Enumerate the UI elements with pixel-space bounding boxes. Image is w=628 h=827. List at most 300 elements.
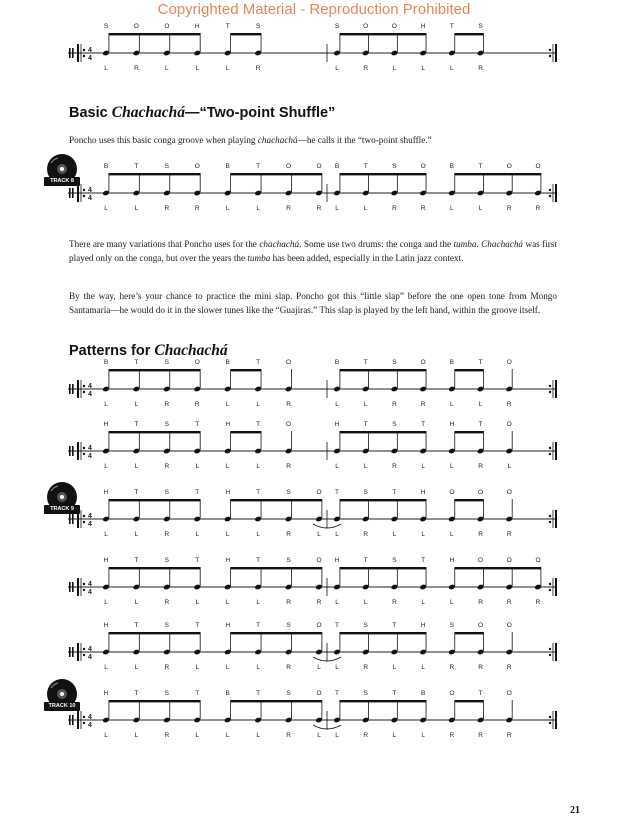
- time-signature-top: 4: [88, 513, 92, 520]
- stroke-label: S: [334, 23, 340, 30]
- beam: [369, 499, 398, 501]
- stroke-label: T: [134, 359, 139, 366]
- stroke-label: T: [335, 622, 339, 629]
- hand-label: L: [256, 732, 260, 739]
- hand-label: L: [421, 599, 425, 606]
- hand-label: L: [225, 205, 230, 212]
- hand-label: R: [286, 401, 291, 408]
- stroke-label: S: [363, 622, 368, 629]
- repeat-dot: [83, 447, 85, 449]
- stroke-label: S: [103, 23, 109, 30]
- hand-label: R: [164, 599, 170, 606]
- percussion-clef: [69, 384, 71, 394]
- beam: [455, 33, 484, 35]
- hand-label: R: [164, 531, 170, 538]
- hand-label: R: [286, 732, 291, 739]
- stroke-label: T: [134, 690, 139, 697]
- hand-label: L: [421, 463, 425, 470]
- percussion-clef: [72, 647, 74, 657]
- beam: [109, 431, 139, 433]
- time-signature-bottom: 4: [88, 521, 92, 528]
- beam: [397, 369, 426, 371]
- hand-label: L: [195, 65, 200, 72]
- beam: [397, 499, 426, 501]
- stroke-label: O: [506, 421, 512, 428]
- percussion-clef: [72, 446, 74, 456]
- hand-label: R: [478, 732, 483, 739]
- beam: [291, 632, 321, 634]
- stroke-label: O: [506, 163, 512, 170]
- time-signature-bottom: 4: [88, 654, 92, 661]
- stroke-label: O: [316, 557, 322, 564]
- repeat-dot: [549, 49, 551, 51]
- beam: [455, 499, 484, 501]
- hand-label: R: [286, 599, 291, 606]
- stroke-label: H: [334, 557, 340, 564]
- beam: [139, 173, 169, 175]
- hand-label: L: [134, 599, 139, 606]
- hand-label: L: [421, 531, 425, 538]
- hand-label: R: [478, 531, 483, 538]
- stroke-label: O: [535, 557, 541, 564]
- hand-label: L: [165, 65, 169, 72]
- hand-label: R: [363, 531, 369, 538]
- section-title-basic-chachacha: Basic Chachachá—“Two-point Shuffle”: [69, 104, 336, 121]
- beam: [369, 567, 398, 569]
- variations-paragraph: [69, 237, 557, 265]
- hand-label: R: [363, 65, 369, 72]
- hand-label: R: [194, 401, 200, 408]
- beam: [483, 173, 512, 175]
- hand-label: L: [450, 463, 454, 470]
- hand-label: L: [256, 205, 260, 212]
- beam: [455, 567, 484, 569]
- hand-label: L: [195, 664, 200, 671]
- hand-label: R: [164, 732, 170, 739]
- end-repeat-bar: [555, 711, 557, 729]
- hand-label: R: [506, 664, 512, 671]
- hand-label: L: [335, 463, 339, 470]
- end-repeat-bar: [555, 184, 557, 202]
- stroke-label: O: [449, 690, 455, 697]
- stroke-label: O: [316, 163, 322, 170]
- text-run: tumba: [247, 253, 271, 263]
- hand-label: R: [392, 401, 397, 408]
- copyright-watermark: Copyrighted Material - Reproduction Prohibited: [157, 1, 471, 18]
- hand-label: L: [392, 732, 397, 739]
- stroke-label: H: [103, 489, 109, 496]
- stroke-label: O: [194, 359, 200, 366]
- beam: [397, 173, 426, 175]
- stroke-label: H: [449, 421, 455, 428]
- hand-label: L: [225, 664, 230, 671]
- stroke-label: T: [256, 359, 261, 366]
- cd-track-8-label: TRACK 8: [50, 178, 74, 184]
- start-repeat-bar: [77, 44, 79, 62]
- stroke-label: H: [225, 557, 231, 564]
- beam: [109, 700, 139, 702]
- stroke-label: T: [134, 622, 139, 629]
- hand-label: L: [317, 664, 321, 671]
- stroke-label: H: [103, 622, 109, 629]
- repeat-dot: [549, 195, 551, 197]
- stroke-label: T: [195, 489, 200, 496]
- hand-label: R: [286, 664, 291, 671]
- percussion-clef: [69, 647, 71, 657]
- hand-label: R: [478, 463, 483, 470]
- stroke-label: T: [478, 163, 483, 170]
- text-run: . Some use two drums: the conga and the: [299, 239, 454, 249]
- stroke-label: S: [164, 489, 170, 496]
- stroke-label: H: [420, 23, 426, 30]
- hand-label: L: [134, 463, 139, 470]
- repeat-dot: [83, 189, 85, 191]
- beam: [291, 499, 321, 501]
- cd-track-8-icon: [42, 152, 82, 197]
- repeat-dot: [83, 515, 85, 517]
- stroke-label: B: [449, 163, 455, 170]
- beam: [231, 369, 261, 371]
- beam: [109, 173, 139, 175]
- beam: [340, 499, 369, 501]
- repeat-dot: [549, 447, 551, 449]
- hand-label: L: [363, 463, 368, 470]
- stroke-label: S: [449, 622, 455, 629]
- section-title-patterns: Patterns for Chachachá: [69, 342, 228, 359]
- beam: [231, 632, 261, 634]
- beam: [483, 567, 512, 569]
- hand-label: R: [449, 732, 455, 739]
- hand-label: R: [363, 664, 369, 671]
- hand-label: L: [104, 732, 108, 739]
- text-run: chachachá: [259, 239, 300, 249]
- hand-label: L: [134, 732, 139, 739]
- stroke-label: T: [134, 489, 139, 496]
- beam: [291, 173, 321, 175]
- stroke-label: T: [195, 421, 200, 428]
- stroke-label: S: [392, 557, 397, 564]
- hand-label: L: [104, 664, 108, 671]
- hand-label: L: [450, 531, 454, 538]
- beam: [231, 33, 261, 35]
- stroke-label: H: [225, 622, 231, 629]
- beam: [455, 369, 484, 371]
- stroke-label: T: [363, 359, 368, 366]
- beam: [261, 567, 291, 569]
- stroke-label: O: [316, 690, 322, 697]
- hand-label: R: [164, 401, 170, 408]
- beam: [231, 567, 261, 569]
- text-run: By the way, here’s your chance to practice the mini slap. Poncho got this “little slap” before the one open tone from Mongo Santamaria—he would do it in the slower tunes like the “Guajiras.” This slap is played by the left hand, within the groove itself.: [69, 291, 557, 315]
- hand-label: R: [449, 664, 455, 671]
- hand-label: L: [256, 401, 260, 408]
- hand-label: L: [225, 65, 230, 72]
- stroke-label: S: [255, 23, 261, 30]
- stroke-label: H: [225, 421, 231, 428]
- text-run: —he calls it the “two-point shuffle.”: [297, 135, 432, 145]
- hand-label: L: [335, 65, 339, 72]
- stroke-label: T: [478, 359, 483, 366]
- stroke-label: T: [392, 690, 397, 697]
- stroke-label: O: [316, 489, 322, 496]
- repeat-dot: [83, 722, 85, 724]
- repeat-dot: [549, 453, 551, 455]
- stroke-label: S: [392, 163, 397, 170]
- repeat-dot: [549, 391, 551, 393]
- beam: [261, 700, 291, 702]
- stroke-label: O: [363, 23, 369, 30]
- stroke-label: T: [421, 557, 426, 564]
- beam: [369, 632, 398, 634]
- stroke-label: T: [256, 489, 261, 496]
- hand-label: R: [478, 664, 483, 671]
- text-run: There are many variations that Poncho uses for the: [69, 239, 260, 249]
- time-signature-bottom: 4: [88, 391, 92, 398]
- beam: [397, 632, 426, 634]
- percussion-clef: [72, 48, 74, 58]
- beam: [397, 33, 426, 35]
- beam: [170, 173, 200, 175]
- hand-label: L: [104, 463, 108, 470]
- hand-label: L: [104, 205, 108, 212]
- hand-label: R: [535, 205, 541, 212]
- hand-label: R: [392, 599, 397, 606]
- hand-label: L: [335, 664, 339, 671]
- beam: [455, 431, 484, 433]
- hand-label: L: [392, 65, 397, 72]
- cd-track-10-icon: [42, 677, 82, 722]
- stroke-label: S: [164, 421, 170, 428]
- time-signature-top: 4: [88, 187, 92, 194]
- stroke-label: O: [391, 23, 397, 30]
- stroke-label: T: [478, 421, 483, 428]
- hand-label: L: [225, 463, 230, 470]
- stroke-label: B: [334, 163, 340, 170]
- stroke-label: B: [103, 163, 109, 170]
- stroke-label: T: [335, 690, 339, 697]
- hand-label: L: [335, 732, 339, 739]
- stroke-label: O: [478, 622, 484, 629]
- stroke-label: T: [256, 421, 261, 428]
- text-run: chachachá: [257, 135, 298, 145]
- end-repeat-bar: [555, 44, 557, 62]
- stroke-label: O: [420, 359, 426, 366]
- repeat-dot: [549, 583, 551, 585]
- stroke-label: T: [225, 23, 230, 30]
- hand-label: L: [195, 732, 200, 739]
- hand-label: L: [317, 732, 321, 739]
- text-run: was first played only on the conga, but over the years the: [69, 239, 557, 263]
- start-repeat-bar: [77, 578, 79, 596]
- beam: [109, 567, 139, 569]
- hand-label: L: [335, 599, 339, 606]
- stroke-label: O: [194, 163, 200, 170]
- stroke-label: H: [449, 557, 455, 564]
- stroke-label: O: [506, 622, 512, 629]
- hand-label: R: [134, 65, 139, 72]
- hand-label: L: [335, 205, 339, 212]
- beam: [369, 33, 398, 35]
- hand-label: L: [195, 531, 200, 538]
- hand-label: L: [104, 599, 108, 606]
- stroke-label: O: [316, 622, 322, 629]
- hand-label: R: [316, 599, 322, 606]
- beam: [109, 33, 139, 35]
- hand-label: R: [392, 205, 397, 212]
- stroke-label: B: [225, 163, 230, 170]
- beam: [170, 632, 200, 634]
- beam: [369, 700, 398, 702]
- beam: [340, 567, 369, 569]
- stroke-label: T: [363, 557, 368, 564]
- hand-label: R: [286, 463, 291, 470]
- hand-label: L: [104, 531, 108, 538]
- hand-label: L: [363, 599, 368, 606]
- repeat-dot: [549, 189, 551, 191]
- time-signature-top: 4: [88, 47, 92, 54]
- hand-label: R: [535, 599, 541, 606]
- repeat-dot: [83, 521, 85, 523]
- start-repeat-bar: [77, 442, 79, 460]
- hand-label: R: [255, 65, 261, 72]
- stroke-label: B: [449, 359, 455, 366]
- percussion-clef: [72, 582, 74, 592]
- time-signature-bottom: 4: [88, 453, 92, 460]
- hand-label: L: [104, 401, 108, 408]
- beam: [231, 431, 261, 433]
- stroke-label: S: [164, 622, 170, 629]
- hand-label: R: [506, 531, 512, 538]
- percussion-clef: [69, 446, 71, 456]
- cd-track-9-label: TRACK 9: [50, 506, 74, 512]
- end-repeat-bar: [555, 510, 557, 528]
- stroke-label: S: [392, 359, 397, 366]
- stroke-label: H: [334, 421, 340, 428]
- page-number: 21: [570, 805, 580, 816]
- beam: [397, 567, 426, 569]
- repeat-dot: [549, 722, 551, 724]
- hand-label: L: [225, 599, 230, 606]
- repeat-dot: [549, 55, 551, 57]
- text-run: Poncho uses this basic conga groove when playing: [69, 135, 258, 145]
- stroke-label: T: [421, 421, 426, 428]
- hand-label: R: [506, 205, 512, 212]
- stroke-label: O: [506, 489, 512, 496]
- beam: [139, 33, 169, 35]
- stroke-label: T: [392, 489, 397, 496]
- hand-label: L: [421, 65, 425, 72]
- hand-label: L: [478, 205, 483, 212]
- hand-label: L: [256, 531, 260, 538]
- beam: [139, 369, 169, 371]
- stroke-label: S: [478, 23, 483, 30]
- stroke-label: B: [225, 359, 230, 366]
- time-signature-bottom: 4: [88, 55, 92, 62]
- time-signature-top: 4: [88, 445, 92, 452]
- hand-label: R: [316, 205, 322, 212]
- hand-label: L: [335, 531, 339, 538]
- stroke-label: S: [164, 359, 170, 366]
- repeat-dot: [83, 385, 85, 387]
- beam: [139, 567, 169, 569]
- repeat-dot: [83, 391, 85, 393]
- hand-label: L: [363, 401, 368, 408]
- repeat-dot: [83, 583, 85, 585]
- stroke-label: B: [420, 690, 426, 697]
- stroke-label: O: [478, 557, 484, 564]
- stroke-label: H: [420, 622, 426, 629]
- beam: [139, 700, 169, 702]
- stroke-label: T: [195, 690, 200, 697]
- stroke-label: B: [334, 359, 340, 366]
- beam: [139, 499, 169, 501]
- beam: [170, 700, 200, 702]
- mini-slap-paragraph: [69, 289, 557, 317]
- beam: [455, 173, 484, 175]
- beam: [170, 431, 200, 433]
- beam: [291, 700, 321, 702]
- stroke-label: O: [133, 23, 139, 30]
- stroke-label: O: [535, 163, 541, 170]
- repeat-dot: [549, 515, 551, 517]
- hand-label: R: [286, 205, 291, 212]
- hand-label: L: [225, 732, 230, 739]
- text-run: has been added, especially in the Latin jazz context.: [270, 253, 464, 263]
- stroke-label: T: [392, 622, 397, 629]
- stroke-label: S: [286, 622, 291, 629]
- stroke-label: O: [506, 359, 512, 366]
- hand-label: L: [335, 401, 339, 408]
- stroke-label: O: [164, 23, 170, 30]
- stroke-label: T: [134, 163, 139, 170]
- stroke-label: O: [506, 690, 512, 697]
- beam: [109, 499, 139, 501]
- stroke-label: H: [103, 690, 109, 697]
- stroke-label: T: [256, 557, 261, 564]
- stroke-label: O: [506, 557, 512, 564]
- stroke-label: O: [420, 163, 426, 170]
- hand-label: R: [478, 65, 483, 72]
- stroke-label: O: [286, 359, 292, 366]
- intro-paragraph: [69, 133, 557, 147]
- hand-label: L: [478, 401, 483, 408]
- beam: [369, 369, 398, 371]
- stroke-label: T: [256, 622, 261, 629]
- hand-label: L: [450, 599, 454, 606]
- end-repeat-bar: [555, 380, 557, 398]
- repeat-dot: [549, 654, 551, 656]
- beam: [340, 632, 369, 634]
- repeat-dot: [83, 589, 85, 591]
- stroke-label: T: [134, 421, 139, 428]
- stroke-label: B: [103, 359, 109, 366]
- stroke-label: O: [286, 163, 292, 170]
- beam: [340, 431, 369, 433]
- repeat-dot: [83, 55, 85, 57]
- stroke-label: T: [335, 489, 339, 496]
- beam: [397, 700, 426, 702]
- hand-label: R: [194, 205, 200, 212]
- beam: [170, 499, 200, 501]
- beam: [455, 632, 484, 634]
- beam: [231, 700, 261, 702]
- hand-label: L: [450, 65, 454, 72]
- hand-label: R: [506, 732, 512, 739]
- end-repeat-bar: [555, 643, 557, 661]
- beam: [512, 173, 541, 175]
- hand-label: R: [392, 463, 397, 470]
- percussion-clef: [69, 582, 71, 592]
